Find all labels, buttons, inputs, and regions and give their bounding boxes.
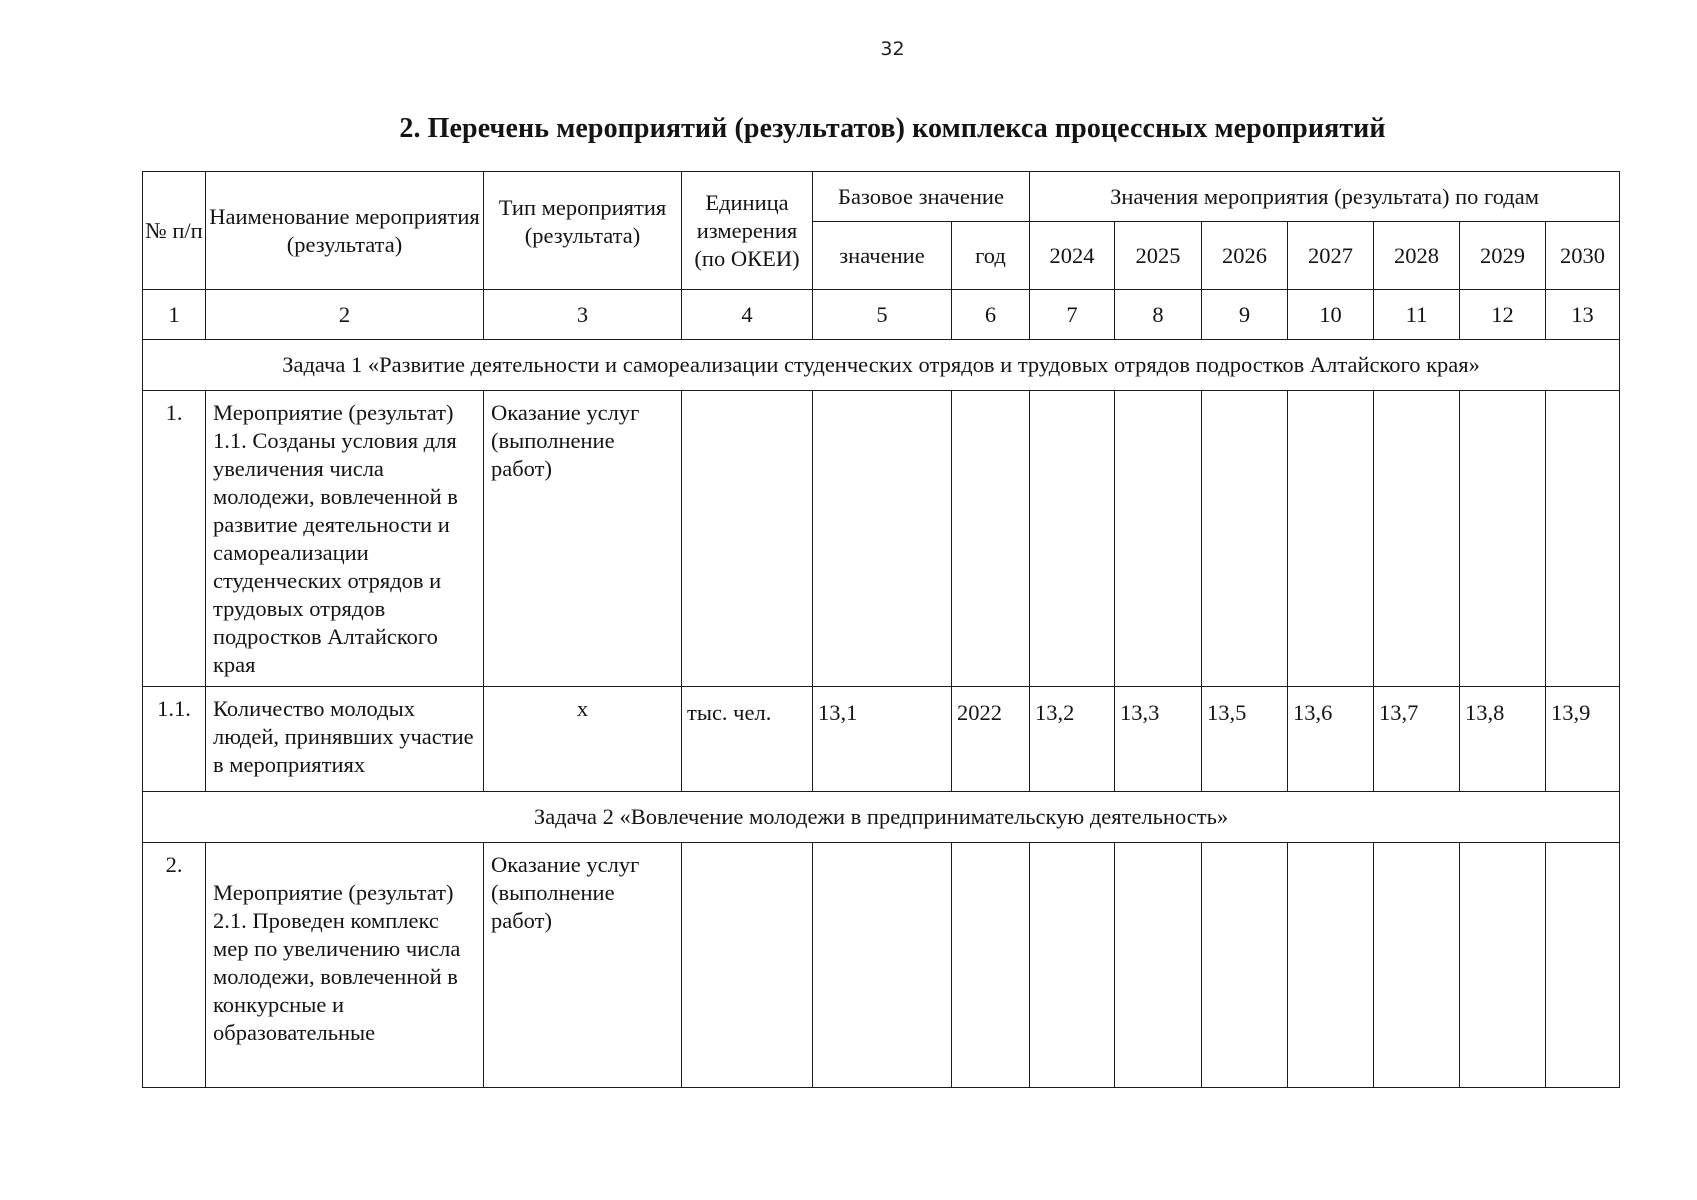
task-1-heading: Задача 1 «Развитие деятельности и самореализации студенческих отрядов и трудовых отрядов подростков Алтайского края» (143, 340, 1620, 391)
indicator-name: Количество молодых людей, принявших участие в мероприятиях (206, 687, 484, 792)
column-number: 6 (952, 290, 1030, 340)
empty-cell (1460, 391, 1546, 687)
measures-table (142, 171, 1620, 1088)
empty-cell (1030, 391, 1115, 687)
header-year: 2027 (1288, 222, 1374, 290)
header-type: Тип мероприятия (результата) (484, 172, 682, 290)
year-value: 13,5 (1202, 687, 1288, 792)
header-base-year: год (952, 222, 1030, 290)
empty-cell (1288, 391, 1374, 687)
header-base-value: значение (813, 222, 952, 290)
header-year: 2026 (1202, 222, 1288, 290)
empty-cell (1202, 391, 1288, 687)
year-value: 13,8 (1460, 687, 1546, 792)
row-number: 1. (143, 391, 206, 687)
empty-cell (1374, 391, 1460, 687)
row-number: 2. (143, 843, 206, 1088)
year-value: 13,6 (1288, 687, 1374, 792)
year-value: 13,7 (1374, 687, 1460, 792)
empty-cell (1460, 843, 1546, 1088)
header-base: Базовое значение (813, 172, 1030, 222)
indicator-type: х (484, 687, 682, 792)
column-number: 7 (1030, 290, 1115, 340)
column-number: 12 (1460, 290, 1546, 340)
column-number: 10 (1288, 290, 1374, 340)
empty-cell (952, 843, 1030, 1088)
column-number: 2 (206, 290, 484, 340)
header-by-years: Значения мероприятия (результата) по годам (1030, 172, 1620, 222)
header-year: 2025 (1115, 222, 1202, 290)
header-name: Наименование мероприятия (результата) (206, 172, 484, 290)
column-number: 9 (1202, 290, 1288, 340)
column-number: 13 (1546, 290, 1620, 340)
column-number: 5 (813, 290, 952, 340)
base-year: 2022 (952, 687, 1030, 792)
table-row (143, 843, 1620, 1088)
table-row (143, 391, 1620, 687)
year-value: 13,2 (1030, 687, 1115, 792)
empty-cell (813, 843, 952, 1088)
header-row (143, 172, 1620, 222)
empty-cell (682, 843, 813, 1088)
year-value: 13,3 (1115, 687, 1202, 792)
empty-cell (1374, 843, 1460, 1088)
column-numbers-row (143, 290, 1620, 340)
row-number: 1.1. (143, 687, 206, 792)
measure-type: Оказание услуг (выполнение работ) (484, 391, 682, 687)
header-year: 2024 (1030, 222, 1115, 290)
task-2-heading: Задача 2 «Вовлечение молодежи в предпринимательскую деятельность» (143, 792, 1620, 843)
indicator-unit: тыс. чел. (682, 687, 813, 792)
column-number: 4 (682, 290, 813, 340)
base-value: 13,1 (813, 687, 952, 792)
empty-cell (682, 391, 813, 687)
header-year: 2030 (1546, 222, 1620, 290)
empty-cell (1546, 843, 1620, 1088)
header-year: 2029 (1460, 222, 1546, 290)
column-number: 3 (484, 290, 682, 340)
column-number: 11 (1374, 290, 1460, 340)
measure-type: Оказание услуг (выполнение работ) (484, 843, 682, 1088)
empty-cell (813, 391, 952, 687)
empty-cell (952, 391, 1030, 687)
task-row (143, 340, 1620, 391)
header-unit: Единица измерения (по ОКЕИ) (682, 172, 813, 290)
page-title: 2. Перечень мероприятий (результатов) комплекса процессных мероприятий (399, 113, 1386, 144)
column-number: 1 (143, 290, 206, 340)
empty-cell (1202, 843, 1288, 1088)
measure-name: Мероприятие (результат) 1.1. Созданы условия для увеличения числа молодежи, вовлеченной в развитие деятельности и самореализации студенческих отрядов и трудовых отрядов подростков Алтайского края (206, 391, 484, 687)
empty-cell (1115, 843, 1202, 1088)
measure-name: Мероприятие (результат) 2.1. Проведен комплекс мер по увеличению числа молодежи, вовлеченной в конкурсные и образовательные (206, 843, 484, 1088)
empty-cell (1115, 391, 1202, 687)
column-number: 8 (1115, 290, 1202, 340)
task-row (143, 792, 1620, 843)
empty-cell (1546, 391, 1620, 687)
header-no: № п/п (143, 172, 206, 290)
page-number: 32 (880, 38, 905, 60)
empty-cell (1030, 843, 1115, 1088)
table-row (143, 687, 1620, 792)
empty-cell (1288, 843, 1374, 1088)
header-year: 2028 (1374, 222, 1460, 290)
year-value: 13,9 (1546, 687, 1620, 792)
